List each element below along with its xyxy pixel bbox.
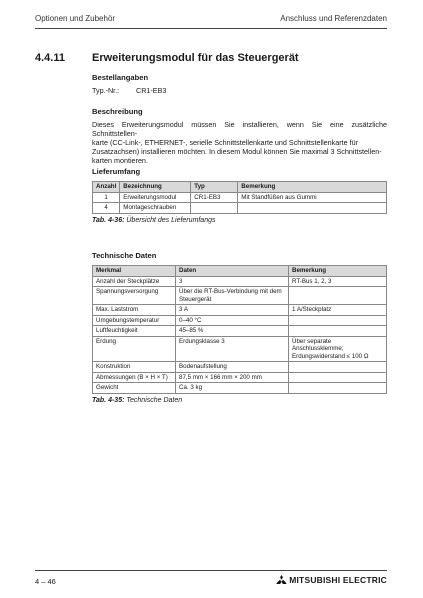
description-line: karten montieren. (92, 156, 148, 165)
brand-logo (276, 575, 387, 585)
description-heading: Beschreibung (92, 107, 143, 116)
order-heading: Bestellangaben (92, 73, 149, 82)
table-cell: RT-Bus 1, 2, 3 (289, 276, 387, 287)
scope-table (92, 181, 387, 214)
table-cell: Abmessungen (B × H × T) (93, 372, 176, 383)
table-row (93, 336, 387, 362)
table-row (93, 287, 387, 305)
table-cell: 1 (93, 192, 120, 203)
table-cell: Über separate Anschlussklemme; Erdungswiderstand ≤ 100 Ω (289, 336, 387, 362)
table-row (93, 192, 387, 203)
header-rule (35, 28, 387, 29)
page-number: 4 – 46 (35, 577, 56, 586)
header-section: Anschluss und Referenzdaten (280, 14, 387, 23)
table-row (93, 372, 387, 383)
table-cell (289, 326, 387, 337)
table-cell (289, 315, 387, 326)
caption-text: Übersicht des Lieferumfangs (126, 216, 216, 224)
brand-name: MITSUBISHI ELECTRIC (289, 575, 387, 585)
table-cell (289, 362, 387, 373)
table-row (93, 203, 387, 214)
table-row (93, 305, 387, 316)
col-header: Anzahl (93, 182, 120, 193)
table-cell: Gewicht (93, 383, 176, 394)
scope-of-delivery (92, 167, 387, 224)
table-cell: Spannungsversorgung (93, 287, 176, 305)
description (92, 107, 387, 165)
caption-label: Tab. 4-36: (92, 216, 125, 224)
tech-caption (92, 397, 387, 404)
table-cell: 1 A/Steckplatz (289, 305, 387, 316)
table-row (93, 276, 387, 287)
three-diamonds-icon (276, 575, 287, 584)
table-cell (191, 203, 238, 214)
table-row (93, 326, 387, 337)
description-text (92, 120, 387, 165)
table-row (93, 383, 387, 394)
description-line: Zusatzachsen) installieren möchten. In diesem Modul können Sie maximal 3 Schnittstellen- (92, 147, 382, 156)
table-cell: Anzahl der Steckplätze (93, 276, 176, 287)
table-cell: 4 (93, 203, 120, 214)
table-cell: 45–85 % (176, 326, 289, 337)
table-cell: 3 A (176, 305, 289, 316)
order-type-value: CR1-EB3 (136, 86, 167, 95)
table-row (93, 315, 387, 326)
table-cell (289, 372, 387, 383)
col-header: Bezeichnung (120, 182, 191, 193)
table-cell: 0–40 °C (176, 315, 289, 326)
col-header: Typ (191, 182, 238, 193)
order-info (92, 73, 387, 95)
table-cell: Erdung (93, 336, 176, 362)
table-cell (238, 203, 387, 214)
caption-label: Tab. 4-35: (92, 396, 125, 404)
header-chapter: Optionen und Zubehör (35, 14, 116, 23)
caption-text: Technische Daten (126, 396, 183, 404)
technical-data (92, 251, 387, 404)
table-cell: Umgebungstemperatur (93, 315, 176, 326)
scope-caption (92, 217, 387, 224)
description-line: karte (CC-Link-, ETHERNET-, serielle Schnittstellenkarte und Schnittstellenkarte für (92, 138, 359, 147)
scope-heading: Lieferumfang (92, 167, 141, 176)
table-cell: Ca. 3 kg (176, 383, 289, 394)
table-cell: Erdungsklasse 3 (176, 336, 289, 362)
section-number: 4.4.11 (35, 52, 65, 64)
table-cell: Max. Laststrom (93, 305, 176, 316)
table-header-row (93, 182, 387, 193)
table-cell: 3 (176, 276, 289, 287)
table-cell: 87,5 mm × 166 mm × 200 mm (176, 372, 289, 383)
section-title: Erweiterungsmodul für das Steuergerät (92, 52, 299, 64)
col-header: Daten (176, 266, 289, 277)
col-header: Bemerkung (289, 266, 387, 277)
table-cell: Montageschrauben (120, 203, 191, 214)
tech-heading: Technische Daten (92, 251, 157, 260)
page-header (35, 14, 387, 26)
table-cell (289, 287, 387, 305)
table-cell: Konstruktion (93, 362, 176, 373)
table-cell: Erweiterungsmodul (120, 192, 191, 203)
table-row (93, 362, 387, 373)
table-cell: Luftfeuchtigkeit (93, 326, 176, 337)
table-cell: Mit Standfüßen aus Gummi (238, 192, 387, 203)
table-cell: Bodenaufstellung (176, 362, 289, 373)
tech-table (92, 265, 387, 394)
col-header: Bemerkung (238, 182, 387, 193)
footer-rule (35, 570, 387, 571)
col-header: Merkmal (93, 266, 176, 277)
table-cell (289, 383, 387, 394)
description-line: Dieses Erweiterungsmodul müssen Sie installieren, wenn Sie eine zusätzliche Schnittstellen- (92, 120, 387, 138)
table-header-row (93, 266, 387, 277)
table-cell: CR1-EB3 (191, 192, 238, 203)
table-cell: Über die RT-Bus-Verbindung mit dem Steuergerät (176, 287, 289, 305)
order-type-label: Typ.-Nr.: (92, 86, 120, 95)
